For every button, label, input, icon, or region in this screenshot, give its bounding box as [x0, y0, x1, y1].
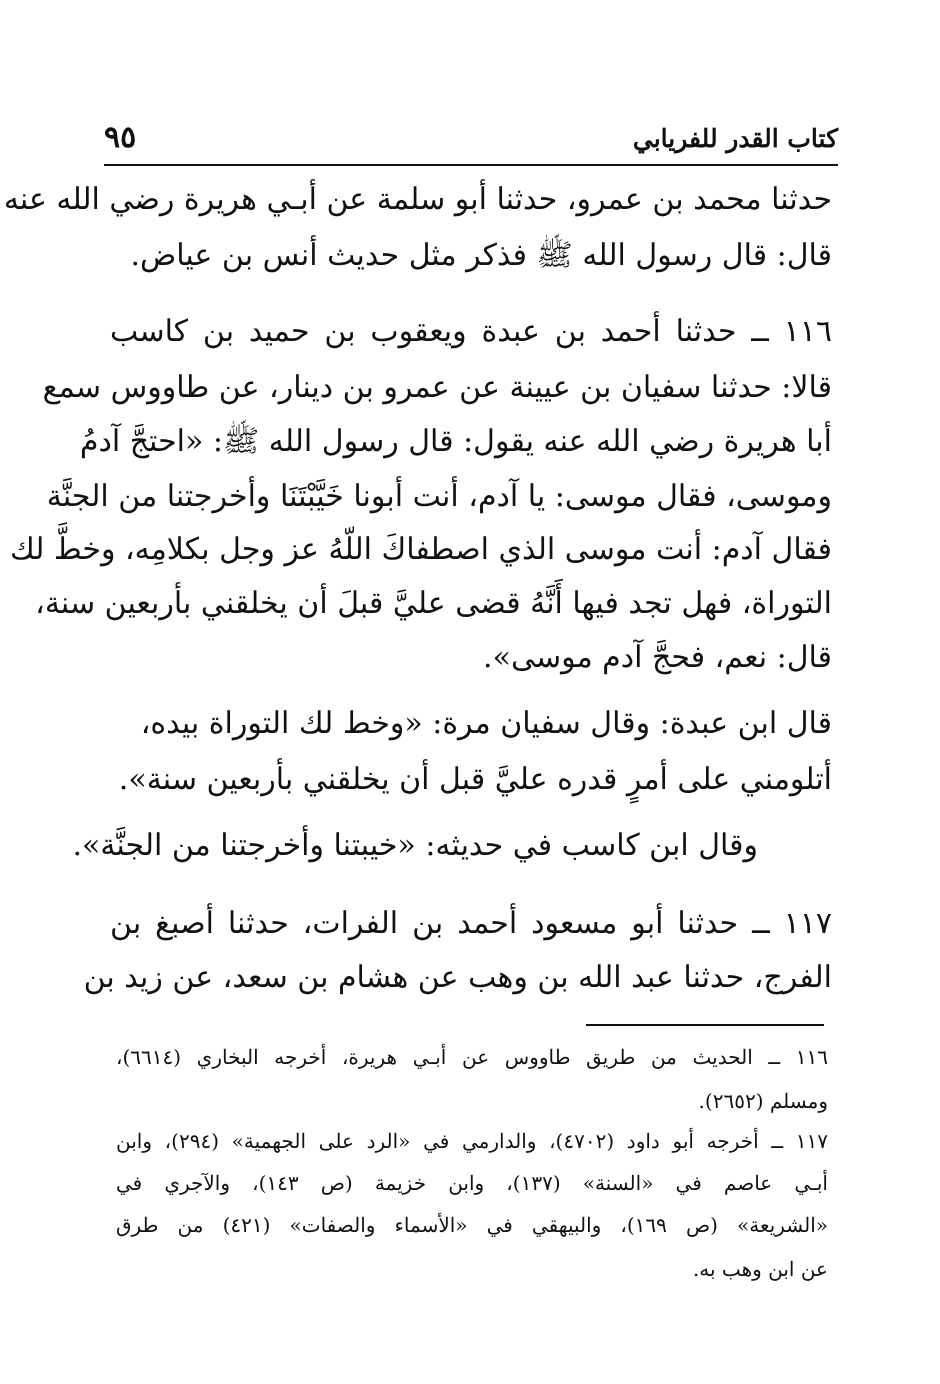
text-line: أتلومني على أمرٍ قدره عليَّ قبل أن يخلقني بأربعين سنة». — [118, 762, 832, 797]
footnote-line: ومسلم (٢٦٥٢). — [698, 1089, 828, 1113]
footnote-line: ١١٦ ــ الحديث من طريق طاووس عن أبـي هريرة، أخرجه البخاري (٦٦١٤)، — [116, 1045, 828, 1069]
page-header — [104, 118, 838, 166]
text-line: قال: قال رسول الله ﷺ فذكر مثل حديث أنس بن عياض. — [130, 238, 832, 273]
text-line: حدثنا محمد بن عمرو، حدثنا أبو سلمة عن أبـي هريرة رضي الله عنه — [3, 182, 832, 217]
footnote-line: ١١٧ ــ أخرجه أبو داود (٤٧٠٢)، والدارمي في «الرد على الجهمية» (٢٩٤)، وابن — [116, 1129, 829, 1153]
footnote-divider — [586, 1024, 824, 1026]
text-line: قالا: حدثنا سفيان بن عيينة عن عمرو بن دينار، عن طاووس سمع — [42, 370, 832, 405]
text-line: فقال آدم: أنت موسى الذي اصطفاكَ اللّهُ عز وجل بكلامِه، وخطَّ لك — [9, 532, 832, 567]
text-line: وقال ابن كاسب في حديثه: «خيبتنا وأخرجتنا من الجنَّة». — [72, 828, 758, 863]
text-line: أبا هريرة رضي الله عنه يقول: قال رسول الله ﷺ: «احتجَّ آدمُ — [79, 424, 832, 459]
footnote-line: «الشريعة» (ص ١٦٩)، والبيهقي في «الأسماء والصفات» (٤٢١) من طرق — [116, 1213, 828, 1237]
page-number: ٩٥ — [104, 120, 137, 155]
book-title: كتاب القدر للفريابي — [632, 124, 838, 153]
footnote-line: أبـي عاصم في «السنة» (١٣٧)، وابن خزيمة (ص ١٤٣)، والآجري في — [116, 1171, 828, 1195]
text-line: التوراة، فهل تجد فيها أَنَّهُ قضى عليَّ قبلَ أن يخلقني بأربعين سنة، — [35, 586, 832, 621]
text-line: قال: نعم، فحجَّ آدم موسى». — [483, 640, 832, 675]
footnote-line: عن ابن وهب به. — [692, 1257, 828, 1281]
text-line: قال ابن عبدة: وقال سفيان مرة: «وخط لك التوراة بيده، — [140, 706, 832, 741]
text-line: الفرج، حدثنا عبد الله بن وهب عن هشام بن سعد، عن زيد بن — [83, 960, 832, 995]
hadith-117-start: ١١٧ ــ حدثنا أبو مسعود أحمد بن الفرات، حدثنا أصبغ بن — [110, 906, 832, 941]
text-line: وموسى، فقال موسى: يا آدم، أنت أبونا خَيَّبْتَنَا وأخرجتنا من الجنَّة — [46, 479, 832, 514]
hadith-116-start: ١١٦ ــ حدثنا أحمد بن عبدة ويعقوب بن حميد بن كاسب — [110, 314, 832, 349]
